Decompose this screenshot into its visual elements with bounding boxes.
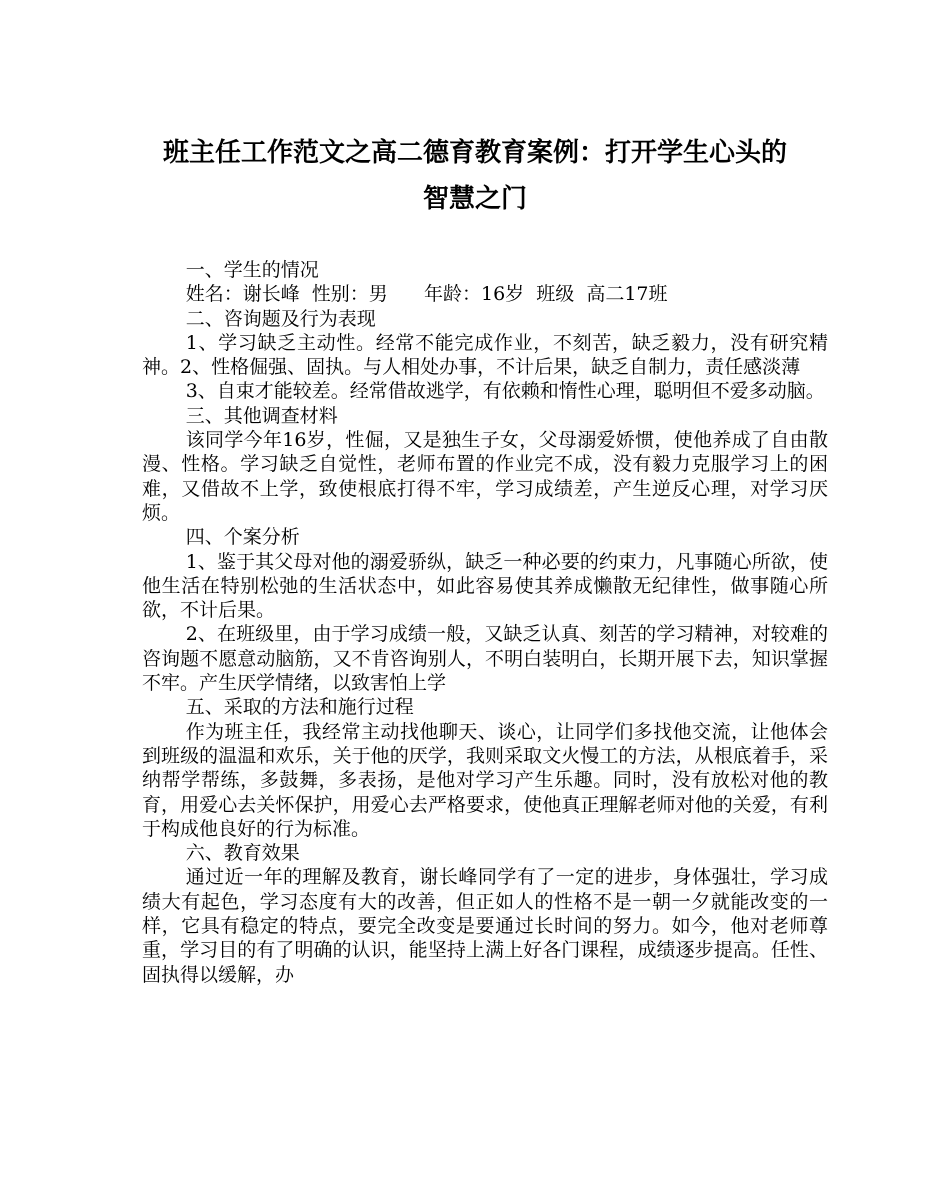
- problems-paragraph-2: 3、自束才能较差。经常借故逃学，有依赖和惰性心理，聪明但不爱多动脑。: [185, 380, 825, 403]
- section-heading-other-materials: 三、其他调查材料: [185, 404, 338, 427]
- problems-paragraph-1: 1、学习缺乏主动性。经常不能完成作业，不刻苦，缺乏毅力，没有研究精神。2、性格倔强、固执。与人相处办事，不计后果，缺乏自制力，责任感淡薄: [142, 331, 828, 379]
- document-body: [142, 258, 828, 987]
- section-heading-results: 六、教育效果: [185, 842, 300, 865]
- student-details: 姓名：谢长峰 性别：男 年龄：16岁 班级 高二17班: [185, 283, 668, 306]
- title-line-1: 班主任工作范文之高二德育教育案例：打开学生心头的: [162, 138, 787, 168]
- methods-paragraph: 作为班主任，我经常主动找他聊天、谈心，让同学们多找他交流，让他体会到班级的温温和欢乐，关于他的厌学，我则采取文火慢工的方法，从根底着手，采纳帮学帮练，多鼓舞，多表扬，是他对学习产生乐趣。同时，没有放松对他的教育，用爱心去关怀保护，用爱心去严格要求，使他真正理解老师对他的关爱，有利于构成他良好的行为标准。: [142, 720, 828, 840]
- document-title: [120, 130, 830, 222]
- section-heading-problems: 二、咨询题及行为表现: [185, 307, 376, 330]
- section-heading-case-analysis: 四、个案分析: [185, 526, 300, 549]
- results-paragraph: 通过近一年的理解及教育，谢长峰同学有了一定的进步，身体强壮，学习成绩大有起色，学习态度有大的改善，但正如人的性格不是一朝一夕就能改变的一样，它具有稳定的特点，要完全改变是要通过长时间的努力。如今，他对老师尊重，学习目的有了明确的认识，能坚持上满上好各门课程，成绩逐步提高。任性、固执得以缓解，办: [142, 866, 828, 986]
- case-analysis-paragraph-2: 2、在班级里，由于学习成绩一般，又缺乏认真、刻苦的学习精神，对较难的咨询题不愿意动脑筋，又不肯咨询别人，不明白装明白，长期开展下去，知识掌握不牢。产生厌学情绪，以致害怕上学: [142, 623, 828, 695]
- section-heading-methods: 五、采取的方法和施行过程: [185, 696, 414, 719]
- other-materials-paragraph: 该同学今年16岁，性倔，又是独生子女，父母溺爱娇惯，使他养成了自由散漫、性格。学习缺乏自觉性，老师布置的作业完不成，没有毅力克服学习上的困难，又借故不上学，致使根底打得不牢，学习成绩差，产生逆反心理，对学习厌烦。: [142, 429, 828, 524]
- title-line-2: 智慧之门: [422, 184, 527, 214]
- section-heading-student-info: 一、学生的情况: [185, 259, 319, 281]
- case-analysis-paragraph-1: 1、鉴于其父母对他的溺爱骄纵，缺乏一种必要的约束力，凡事随心所欲，使他生活在特别松弛的生活状态中，如此容易使其养成懒散无纪律性，做事随心所欲，不计后果。: [142, 550, 828, 622]
